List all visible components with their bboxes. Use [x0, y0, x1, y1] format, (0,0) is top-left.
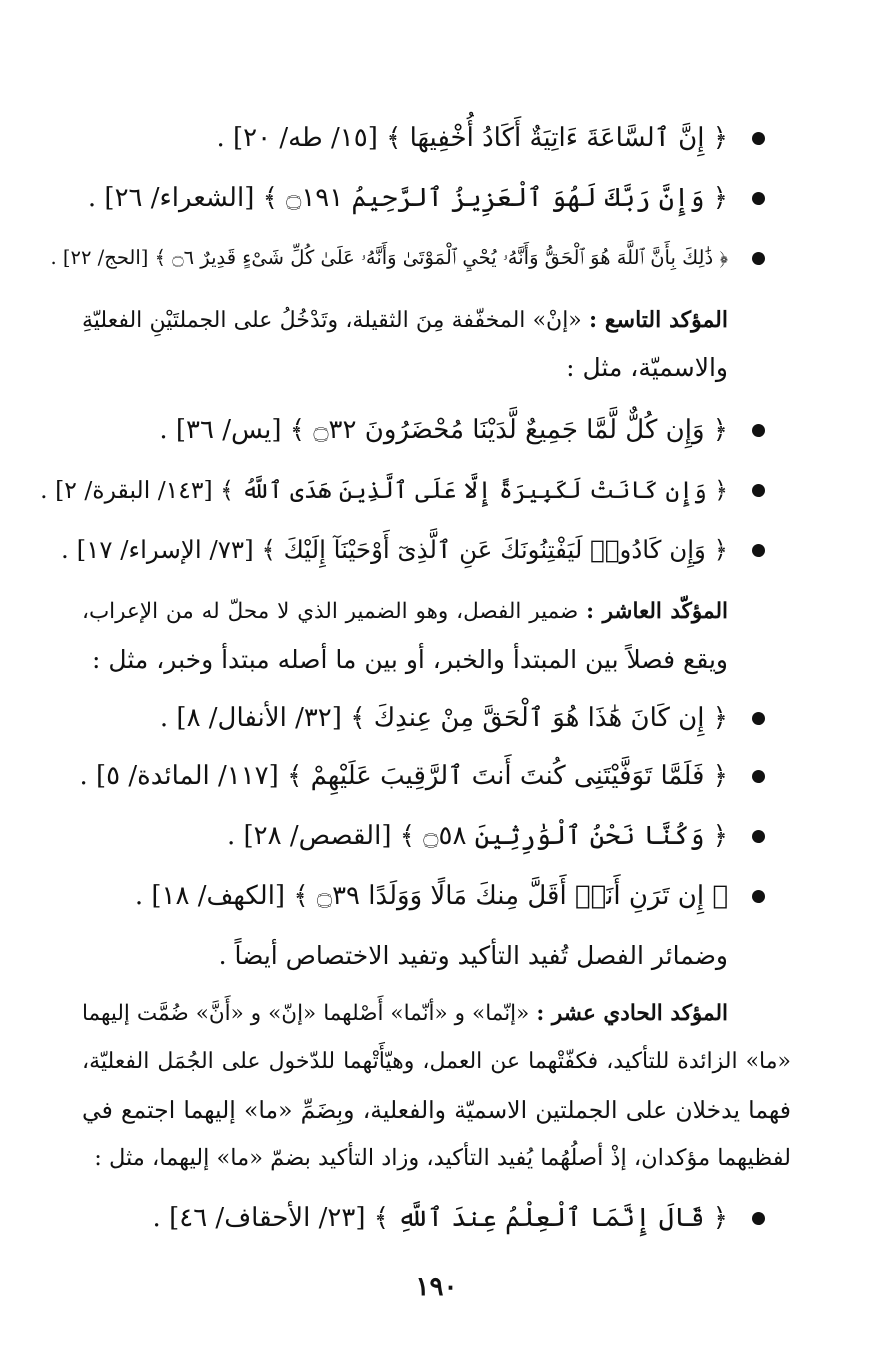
verse-line [40, 118, 728, 158]
verse-line [40, 876, 728, 916]
paragraph-text: وضمائر الفصل تُفيد التأكيد وتفيد الاختصاص أيضاً . [218, 941, 728, 970]
bullet-icon [752, 132, 765, 145]
paragraph-text: فهما يدخلان على الجملتين الاسميّة والفعلية، وبِضَمِّ «ما» إليهما اجتمع في [82, 1096, 791, 1124]
paragraph-line [82, 300, 728, 341]
paragraph-line [82, 348, 728, 388]
quran-verse: ﴿ إِن كَانَ هَٰذَا هُوَ ٱلْحَقَّ مِنْ عِندِكَ ﴾ [٣٢/ الأنفال/ ٨] . [159, 703, 728, 733]
verse-line [40, 530, 728, 570]
paragraph-text: ضمير الفصل، وهو الضمير الذي لا محلّ له من الإعراب، [82, 599, 579, 624]
verse-line [40, 238, 728, 278]
paragraph-line [82, 1090, 791, 1130]
quran-verse: ﴿ وَإِن كُلٌّ لَّمَّا جَمِيعٌ لَّدَيْنَا مُحْضَرُونَ ۝٣٢ ﴾ [يس/ ٣٦] . [159, 415, 728, 445]
section-heading: المؤكد الحادي عشر : [536, 1001, 728, 1026]
paragraph-text: «إنّما» و «أنّما» أَصْلهما «إنّ» و «أَنَّ» ضُمَّت إليهما [82, 1001, 530, 1026]
quran-verse: ﴿ إِنَّ ٱلسَّاعَةَ ءَاتِيَةٌ أَكَادُ أُخْفِيهَا ﴾ [١٥/ طه/ ٢٠] . [216, 123, 728, 153]
bullet-icon [752, 830, 765, 843]
bullet-icon [752, 1212, 765, 1225]
verse-line [40, 470, 728, 510]
bullet-icon [752, 544, 765, 557]
bullet-icon [752, 890, 765, 903]
paragraph-text: «إنْ» المخفّفة مِنَ الثقيلة، وتَدْخُلُ على الجملتَيْنِ الفعليّةِ [82, 308, 582, 333]
paragraph-line [82, 936, 728, 976]
verse-line [40, 756, 728, 796]
section-heading: المؤكد التاسع : [588, 307, 728, 333]
paragraph-text: «ما» الزائدة للتأكيد، فكفّتْهما عن العمل، وهيّأَتْهما للدّخول على الجُمَل الفعليّة، [82, 1049, 791, 1074]
verse-line [40, 1198, 728, 1238]
verse-line [40, 698, 728, 738]
quran-verse: ﴿ وَإِنَّ رَبَّكَ لَهُوَ ٱلْعَزِيزُ ٱلرَّحِيمُ ۝١٩١ ﴾ [الشعراء/ ٢٦] . [87, 183, 728, 213]
verse-line [40, 816, 728, 856]
quran-verse: ﴿ ذَٰلِكَ بِأَنَّ ٱللَّهَ هُوَ ٱلْحَقُّ وَأَنَّهُۥ يُحْيِ ٱلْمَوْتَىٰ وَأَنَّهُۥ عَلَىٰ كُلِّ شَىْءٍ قَدِيرٌ ۝٦ ﴾ [الحج/ ٢٢] . [50, 246, 728, 269]
bullet-icon [752, 712, 765, 725]
paragraph-line [82, 1138, 791, 1178]
paragraph-line [82, 592, 728, 632]
page-number: ١٩٠ [415, 1272, 458, 1302]
bullet-icon [752, 424, 765, 437]
quran-verse: ﴿ وَإِن كَادُوا۟ لَيَفْتِنُونَكَ عَنِ ٱلَّذِىٓ أَوْحَيْنَآ إِلَيْكَ ﴾ [٧٣/ الإسراء/ ١٧] . [61, 535, 728, 564]
paragraph-line [82, 994, 728, 1034]
paragraph-line [82, 640, 728, 680]
bullet-icon [752, 252, 765, 265]
verse-line [40, 410, 728, 450]
bullet-icon [752, 192, 765, 205]
quran-verse: ﴿ وَإِن كَانَتْ لَكَبِيرَةً إِلَّا عَلَى ٱلَّذِينَ هَدَى ٱللَّهُ ﴾ [١٤٣/ البقرة/ ٢] . [40, 476, 728, 504]
verse-line [40, 178, 728, 218]
paragraph-text: والاسميّة، مثل : [566, 353, 728, 382]
quran-verse: ﴿ قَالَ إِنَّمَا ٱلْعِلْمُ عِندَ ٱللَّهِ ﴾ [٢٣/ الأحقاف/ ٤٦] . [152, 1203, 728, 1233]
paragraph-line [82, 1042, 791, 1082]
paragraph-text: ويقع فصلاً بين المبتدأ والخبر، أو بين ما أصله مبتدأ وخبر، مثل : [92, 645, 728, 674]
bullet-icon [752, 484, 765, 497]
quran-verse: ﴿ وَكُنَّا نَحْنُ ٱلْوَٰرِثِينَ ۝٥٨ ﴾ [القصص/ ٢٨] . [226, 821, 728, 851]
quran-verse: ﴿ إِن تَرَنِ أَنَا۠ أَقَلَّ مِنكَ مَالًا وَوَلَدًا ۝٣٩ ﴾ [الكهف/ ١٨] . [134, 881, 728, 911]
quran-verse: ﴿ فَلَمَّا تَوَفَّيْتَنِى كُنتَ أَنتَ ٱلرَّقِيبَ عَلَيْهِمْ ﴾ [١١٧/ المائدة/ ٥] . [79, 761, 728, 791]
paragraph-text: لفظيهما مؤكدان، إذْ أصلُهُما يُفيد التأكيد، وزاد التأكيد بضمّ «ما» إليهما، مثل : [94, 1145, 791, 1171]
bullet-icon [752, 770, 765, 783]
section-heading: المؤكّد العاشر : [586, 599, 728, 624]
